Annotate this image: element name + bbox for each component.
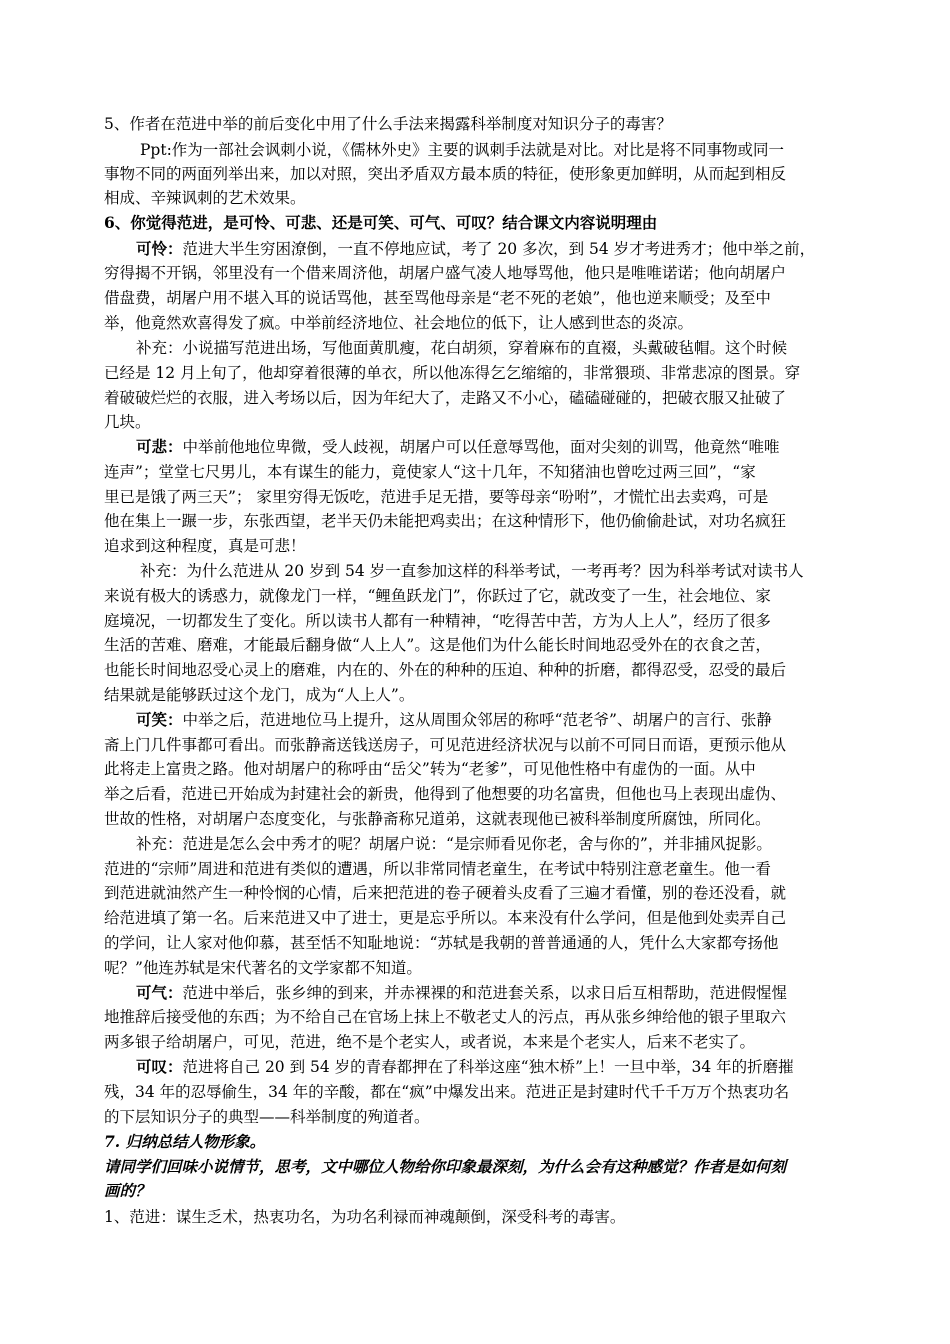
sad-paragraph-line: 追求到这种程度，真是可悲！ [104,537,306,555]
supplement-line: 补充：为什么范进从 20 岁到 54 岁一直参加这样的科举考试，一考再考？因为科举考试对读书人 [140,562,804,580]
sigh-label: 可叹： [136,1057,183,1076]
pity-paragraph-line: 可怜：范进大半生穷困潦倒，一直不停地应试，考了 20 多次，到 54 岁才考进秀才；他中举之前， [136,239,816,258]
pity-label: 可怜： [136,239,183,258]
supplement-line: 给范进填了第一名。后来范进又中了进士，更是忘乎所以。本来没有什么学问，但是他到处卖弄自己 [104,909,787,927]
sigh-paragraph-line: 可叹：范进将自己 20 到 54 岁的青春都押在了科举这座“独木桥”上！一旦中举，34 年的折磨摧 [136,1057,794,1076]
supplement-line: 着破破烂烂的衣服，进入考场以后，因为年纪大了，走路又不小心，磕磕碰碰的，把破衣服又扯破了 [104,389,787,407]
sad-paragraph-line: 他在集上一蹍一步，东张西望，老半天仍未能把鸡卖出；在这种情形下，他仍偷偷赴试，对功名疯狂 [104,512,787,530]
sad-paragraph-line: 可悲：中举前他地位卑微，受人歧视，胡屠户可以任意辱骂他，面对尖刻的训骂，他竟然“唯唯 [136,437,780,456]
angry-paragraph-line: 可气：范进中举后，张乡绅的到来，并赤裸裸的和范进套关系，以求日后互相帮助，范进假惺惺 [136,983,788,1002]
supplement-line: 来说有极大的诱惑力，就像龙门一样，“鲤鱼跃龙门”，你跃过了它，就改变了一生，社会地位、家 [104,587,771,605]
supplement-line: 到范进就油然产生一种怜悯的心情，后来把范进的卷子硬着头皮看了三遍才看懂，别的卷还没看，就 [104,884,787,902]
funny-paragraph-line: 举之后看，范进已开始成为封建社会的新贵，他得到了他想要的功名富贵，但他也马上表现出虚伪、 [104,785,787,803]
q5-answer-line: 事物不同的两面列举出来，加以对照，突出矛盾双方最本质的特征，使形象更加鲜明，从而起到相反 [104,165,787,183]
angry-label: 可气： [136,983,183,1002]
funny-paragraph-line: 此将走上富贵之路。他对胡屠户的称呼由“岳父”转为“老爹”，可见他性格中有虚伪的一面。从中 [104,760,756,778]
supplement-line: 几块。 [104,413,151,431]
pity-paragraph-line: 穷得揭不开锅，邻里没有一个借来周济他，胡屠户盛气凌人地辱骂他，他只是唯唯诺诺；他向胡屠户 [104,264,787,282]
sigh-paragraph-line: 残，34 年的忍辱偷生，34 年的辛酸，都在“疯”中爆发出来。范进正是封建时代千千万万个热衷功名 [104,1083,790,1101]
q5-title: 5、作者在范进中举的前后变化中用了什么手法来揭露科举制度对知识分子的毒害？ [104,115,672,133]
sigh-paragraph-line: 的下层知识分子的典型——科举制度的殉道者。 [104,1108,430,1126]
supplement-line: 呢？”他连苏轼是宋代著名的文学家都不知道。 [104,959,422,977]
angry-paragraph-line: 地推辞后接受他的东西；为不给自己在官场上抹上不敬老丈人的污点，再从张乡绅给他的银子里取六 [104,1008,787,1026]
supplement-line: 已经是 12 月上旬了，他却穿着很薄的单衣，所以他冻得乞乞缩缩的，非常猥琐、非常悲凉的图景。穿 [104,364,801,382]
funny-paragraph-line: 世故的性格，对胡屠户态度变化，与张静斋称兄道弟，这就表现他已被科举制度所腐蚀，所同化。 [104,810,771,828]
pity-paragraph-line: 举，他竟然欢喜得发了疯。中举前经济地位、社会地位的低下，让人感到世态的炎凉。 [104,314,694,332]
q5-answer-line: Ppt:作为一部社会讽刺小说，《儒林外史》主要的讽刺手法就是对比。对比是将不同事物或同一 [140,141,785,159]
q7-prompt-line: 画的？ [104,1181,151,1200]
q7-prompt-line: 请同学们回味小说情节，思考，文中哪位人物给你印象最深刻，为什么会有这种感觉？作者是如何刻 [104,1157,787,1176]
supplement-line: 补充：范进是怎么会中秀才的呢？胡屠户说：“是宗师看见你老，舍与你的”，并非捕风捉影。 [136,835,772,853]
supplement-line: 范进的“宗师”周进和范进有类似的遭遇，所以非常同情老童生，在考试中特别注意老童生。他一看 [104,860,771,878]
supplement-line: 庭境况，一切都发生了变化。所以读书人都有一种精神，“吃得苦中苦，方为人上人”，经历了很多 [104,612,771,630]
angry-paragraph-line: 两多银子给胡屠户，可见，范进，绝不是个老实人，或者说，本来是个老实人，后来不老实了。 [104,1033,756,1051]
supplement-line: 补充：小说描写范进出场，写他面黄肌瘦，花白胡须，穿着麻布的直裰，头戴破毡帽。这个时候 [136,339,788,357]
supplement-line: 的学问，让人家对他仰慕，甚至恬不知耻地说：“苏轼是我朝的普普通通的人，凭什么大家都夸扬他 [104,934,779,952]
q7-item-1: 1、范进：谋生乏术，热衷功名，为功名利禄而神魂颠倒，深受科考的毒害。 [104,1208,626,1226]
sad-paragraph-line: 里已是饿了两三天”； 家里穷得无饭吃，范进手足无措，要等母亲“吩咐”，才慌忙出去卖鸡，可是 [104,488,769,506]
supplement-line: 结果就是能够跃过这个龙门，成为“人上人”。 [104,686,415,704]
funny-paragraph-line: 可笑：中举之后，范进地位马上提升，这从周围众邻居的称呼“范老爷”、胡屠户的言行、张静 [136,710,772,729]
supplement-line: 生活的苦难、磨难，才能最后翻身做“人上人”。这是他们为什么能长时间地忍受外在的衣食之苦， [104,636,771,654]
funny-label: 可笑： [136,710,183,729]
pity-paragraph-line: 借盘费，胡屠户用不堪入耳的说话骂他，甚至骂他母亲是“老不死的老娘”，他也逆来顺受；及至中 [104,289,771,307]
sad-paragraph-line: 连声”；堂堂七尺男儿，本有谋生的能力，竟使家人“这十几年，不知猪油也曾吃过两三回”，“家 [104,463,756,481]
q6-title: 6、你觉得范进，是可怜、可悲、还是可笑、可气、可叹？结合课文内容说明理由 [104,213,658,232]
funny-paragraph-line: 斋上门几件事都可看出。而张静斋送钱送房子，可见范进经济状况与以前不可同日而语，更预示他从 [104,736,787,754]
supplement-line: 也能长时间地忍受心灵上的磨难，内在的、外在的种种的压迫、种种的折磨，都得忍受，忍受的最后 [104,661,787,679]
q5-answer-line: 相成、辛辣讽刺的艺术效果。 [104,189,306,207]
q7-title: 7. 归纳总结人物形象。 [104,1132,266,1151]
sad-label: 可悲： [136,437,183,456]
